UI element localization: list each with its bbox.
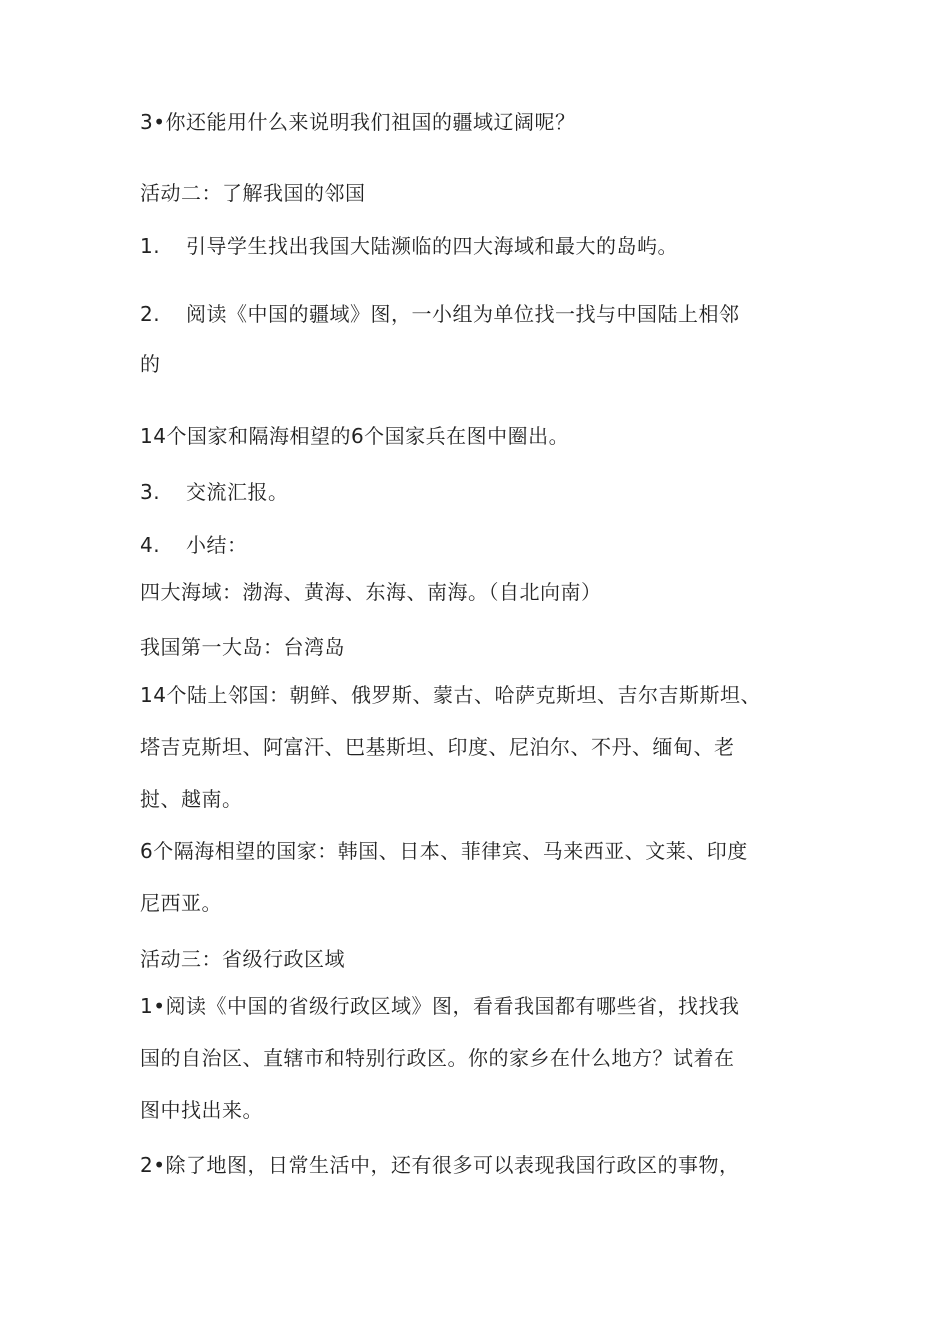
activity-2-heading: 活动二：了解我国的邻国	[140, 181, 366, 205]
activity-3-item-1-line-2: 国的自治区、直辖市和特别行政区。你的家乡在什么地方？试着在	[140, 1046, 735, 1070]
activity-3-item-1-line-1: 1•阅读《中国的省级行政区域》图，看看我国都有哪些省，找找我	[140, 994, 740, 1018]
question-3: 3•你还能用什么来说明我们祖国的疆域辽阔呢？	[140, 110, 576, 134]
step-1-number: 1.	[140, 234, 161, 258]
land-neighbors-line-3: 挝、越南。	[140, 787, 243, 811]
step-4	[140, 532, 248, 558]
step-2-text: 阅读《中国的疆域》图，一小组为单位找一找与中国陆上相邻	[186, 302, 740, 326]
step-4-text: 小结：	[186, 533, 248, 557]
sea-neighbors-line-2: 尼西亚。	[140, 891, 222, 915]
step-3-number: 3.	[140, 480, 161, 504]
step-3	[140, 479, 289, 505]
largest-island: 我国第一大岛：台湾岛	[140, 635, 345, 659]
step-2-continuation-2: 14个国家和隔海相望的6个国家兵在图中圈出。	[140, 424, 570, 448]
step-3-text: 交流汇报。	[186, 480, 289, 504]
step-2	[140, 301, 740, 327]
land-neighbors-line-2: 塔吉克斯坦、阿富汗、巴基斯坦、印度、尼泊尔、不丹、缅甸、老	[140, 735, 735, 759]
activity-3-item-1-line-3: 图中找出来。	[140, 1098, 263, 1122]
step-2-number: 2.	[140, 302, 161, 326]
four-seas: 四大海域：渤海、黄海、东海、南海。（自北向南）	[140, 580, 602, 604]
land-neighbors-line-1: 14个陆上邻国：朝鲜、俄罗斯、蒙古、哈萨克斯坦、吉尔吉斯斯坦、	[140, 683, 761, 707]
sea-neighbors-line-1: 6个隔海相望的国家：韩国、日本、菲律宾、马来西亚、文莱、印度	[140, 839, 748, 863]
step-1	[140, 233, 678, 259]
activity-3-heading: 活动三：省级行政区域	[140, 947, 345, 971]
step-4-number: 4.	[140, 533, 161, 557]
step-2-continuation: 的	[140, 352, 161, 376]
step-1-text: 引导学生找出我国大陆濒临的四大海域和最大的岛屿。	[186, 234, 678, 258]
activity-3-item-2-line-1: 2•除了地图，日常生活中，还有很多可以表现我国行政区的事物，	[140, 1153, 740, 1177]
